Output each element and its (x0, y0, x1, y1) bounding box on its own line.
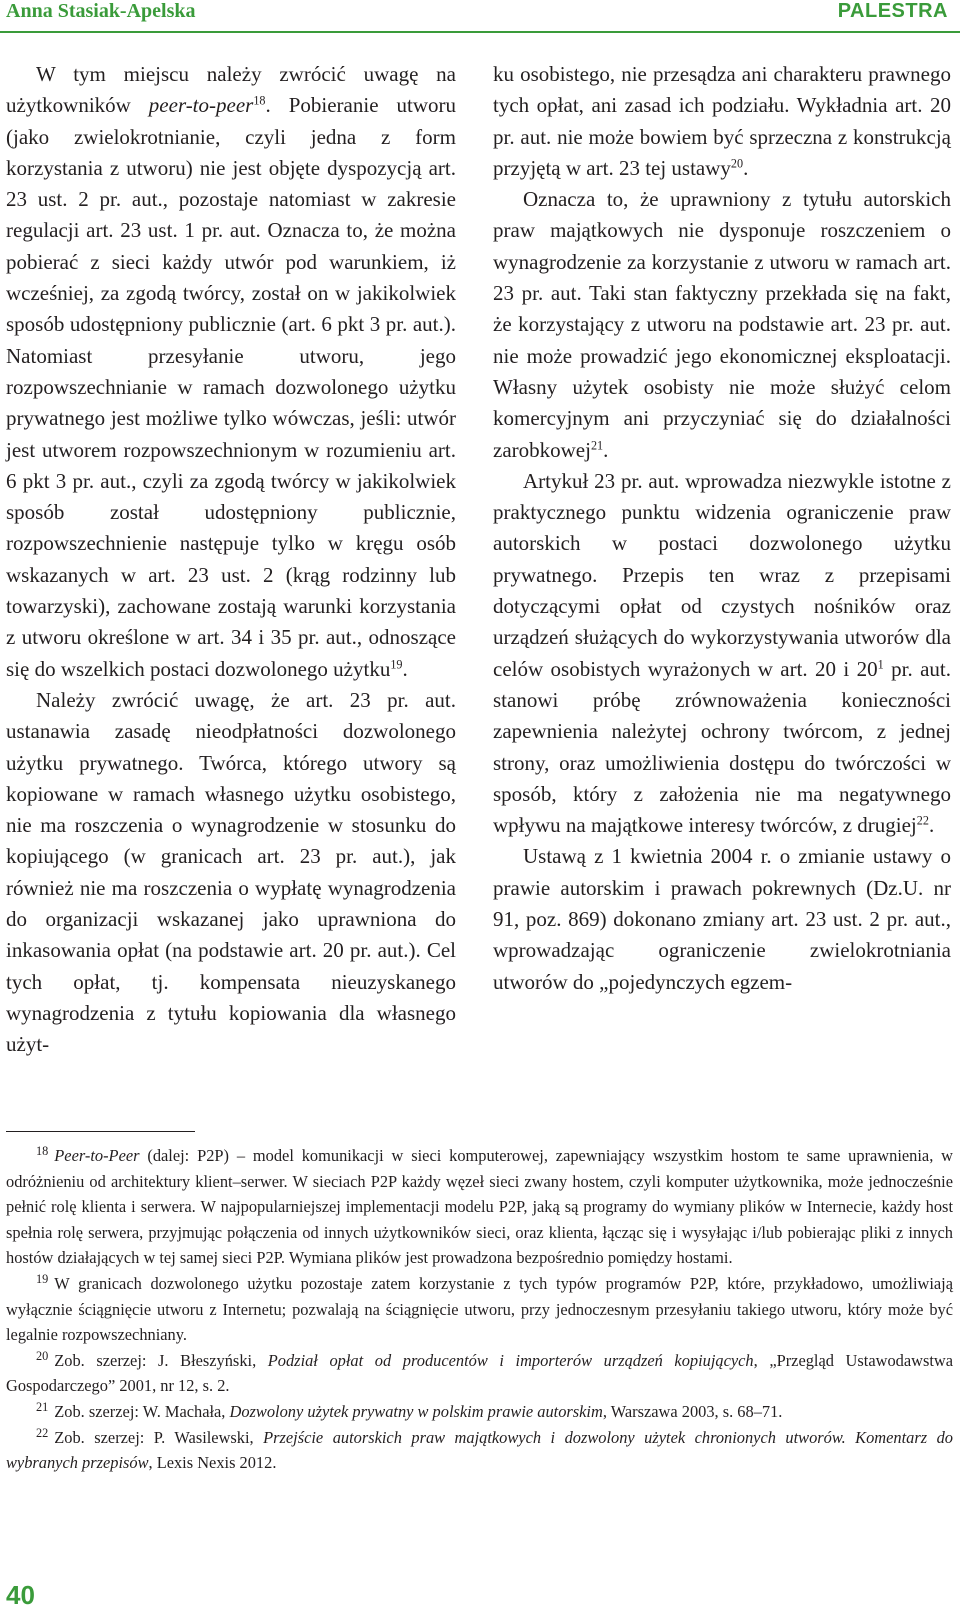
footnote-20: $^{20}$ Zob. szerzej: J. Błeszyński, Podział opłat od producentów i importerów urządzeń kopiujących, „Przegląd Ustawodawstwa Gospodarczego” 2001, nr 12, s. 2. (6, 1349, 953, 1396)
footnote-ref-19[interactable]: 19 (390, 657, 403, 672)
footnote-21: $^{21}$ Zob. szerzej: W. Machała, Dozwolony użytek prywatny w polskim prawie autorskim, Warszawa 2003, s. 68–71. (36, 1400, 783, 1421)
header-author: Anna Stasiak-Apelska (6, 0, 196, 22)
paragraph: Artykuł 23 pr. aut. wprowadza niezwykle istotne z praktycznego punktu widzenia ograniczenie praw autorskich w postaci dozwolonego użytku prywatnego. Przepis ten wraz z przepisami dotyczącymi opłat od czystych nośników oraz urządzeń służących do wykorzystywania utworów dla celów osobistych wyrażonych w art. 20 i $20^1$ pr. aut. stanowi próbę zrównoważenia konieczności zapewnienia należytej ochrony twórcom, z jednej strony, oraz umożliwienia dostępu do twórczości w sposób, który z założenia nie ma negatywnego wpływu na majątkowe interesy twórców, z drugiej$^{22}$. (493, 468, 951, 838)
footnote-ref-20[interactable]: 20 (730, 156, 744, 171)
footnote-18: $^{18}$ Peer-to-Peer (dalej: P2P) – model komunikacji w sieci komputerowej, zapewniający wszystkim hostom te same uprawnienia, w odróżnieniu od architektury klient–serwer. W sieciach P2P każdy węzeł sieci zwany hostem, czyli komputer użytkownika, może jednocześnie pełnić rolę klienta i serwera. W najpopularniejszej implementacji modelu P2P, jaką są programy do wymiany plików w Internecie, każdy host spełnia rolę serwera, przyjmując połączenia od innych użytkowników sieci, oraz klienta, łącząc się i wysyłając i/lub pobierając pliki z innych hostów działających w tej samej sieci P2P. Wymiana plików jest prowadzona bezpośrednio pomiędzy hostami. (6, 1144, 953, 1268)
page-number: 40 (6, 1580, 35, 1610)
footnote-ref-18[interactable]: 18 (253, 93, 266, 108)
running-header (0, 0, 960, 34)
left-column (6, 59, 456, 1061)
superscript: 1 (877, 657, 884, 672)
paragraph: Należy zwrócić uwagę, że art. 23 pr. aut. ustanawia zasadę nieodpłatności dozwolonego użytku prywatnego. Twórca, którego utwory są kopiowane w ramach własnego użytku osobistego, nie ma roszczenia o wynagrodzenie w stosunku do kopiującego (w granicach art. 23 pr. aut.), jak również nie ma roszczenia o wypłatę wynagrodzenia do organizacji wskazanej jako uprawniona do inkasowania opłat (na podstawie art. 20 pr. aut.). Cel tych opłat, tj. kompensata nieuzyskanego wynagrodzenia z tytułu kopiowania dla własnego użyt- (6, 687, 456, 1057)
paragraph: W tym miejscu należy zwrócić uwagę na użytkowników peer-to-peer$^{18}$. Pobieranie utworu (jako zwielokrotnianie, czyli jedna z form korzystania z utworu) nie jest objęte dyspozycją art. 23 ust. 2 pr. aut., pozostaje natomiast w zakresie regulacji art. 23 ust. 1 pr. aut. Oznacza to, że można pobierać z sieci każdy utwór pod warunkiem, iż wcześniej, za zgodą twórcy, został on w jakikolwiek sposób udostępniony publicznie (art. 6 pkt 3 pr. aut.). Natomiast przesyłanie utworu, jego rozpowszechnianie w ramach dozwolonego użytku prywatnego jest możliwe tylko wówczas, jeśli: utwór jest utworem rozpowszechnionym w rozumieniu art. 6 pkt 3 pr. aut., czyli za zgodą twórcy w jakikolwiek sposób został udostępniony publicznie, rozpowszechnienie następuje tylko w kręgu osób wskazanych w art. 23 ust. 2 (krąg rodzinny lub towarzyski), zachowane zostają warunki korzystania z utworu określone w art. 34 i 35 pr. aut., odnoszące się do wszelkich postaci dozwolonego użytku$^{19}$. (6, 62, 456, 681)
footnote-separator (6, 1131, 195, 1132)
paragraph: Ustawą z 1 kwietnia 2004 r. o zmianie ustawy o prawie autorskim i prawach pokrewnych (Dz.U. nr 91, poz. 869) dokonano zmiany art. 23 ust. 2 pr. aut., wprowadzając ograniczenie zwielokrotniania utworów do „pojedynczych egzem- (493, 844, 951, 994)
footnotes (6, 1143, 953, 1476)
header-journal: PALESTRA (837, 0, 948, 22)
footnote-ref-21[interactable]: 21 (590, 438, 604, 453)
header-rule (0, 31, 960, 33)
footnote-ref-22[interactable]: 22 (916, 813, 929, 828)
paragraph: ku osobistego, nie przesądza ani charakteru prawnego tych opłat, ani zasad ich podziału. Wykładnia art. 20 pr. aut. nie może bowiem być sprzeczna z konstrukcją przyjętą w art. 23 tej ustawy$^{20}$. (493, 62, 951, 180)
footnote-22: $^{22}$ Zob. szerzej: P. Wasilewski, Przejście autorskich praw majątkowych i dozwolony użytek chronionych utworów. Komentarz do wybranych przepisów, Lexis Nexis 2012. (6, 1426, 953, 1473)
paragraph: Oznacza to, że uprawniony z tytułu autorskich praw majątkowych nie dysponuje roszczeniem o wynagrodzenie za korzystanie z utworu w ramach art. 23 pr. aut. Taki stan faktyczny przekłada się na fakt, że korzystający z utworu na podstawie art. 23 pr. aut. nie może prowadzić jego ekonomicznej eksploatacji. Własny użytek osobisty nie może służyć celom komercyjnym ani przyczyniać się do działalności zarobkowej$^{21}$. (493, 187, 951, 462)
footnote-19: $^{19}$ W granicach dozwolonego użytku pozostaje zatem korzystanie z tych typów programów P2P, które, przykładowo, umożliwiają wyłącznie ściągnięcie utworu z Internetu; pozwalają na ściągnięcie utworu, przy jednoczesnym przesyłaniu takiego utworu, który może być legalnie rozpowszechniany. (6, 1272, 953, 1345)
right-column (493, 59, 951, 998)
